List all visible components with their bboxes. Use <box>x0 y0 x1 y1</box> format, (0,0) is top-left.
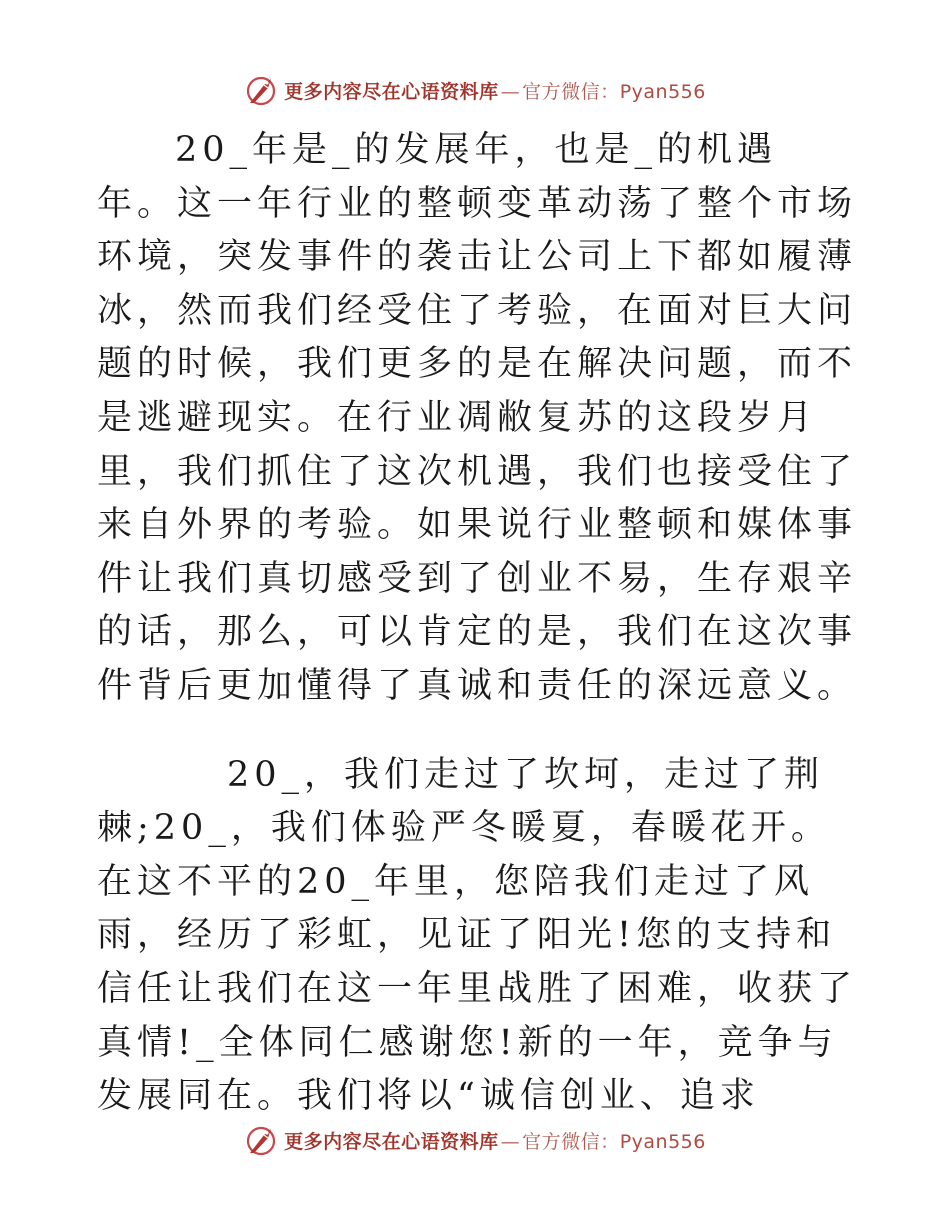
pen-nib-logo-icon <box>244 73 278 107</box>
header-banner <box>0 70 950 110</box>
banner-text <box>284 1127 706 1154</box>
banner-text <box>284 77 706 104</box>
paragraph-1: 20_年是_的发展年，也是_的机遇年。这一年行业的整顿变革动荡了整个市场环境，突发事件的袭击让公司上下都如履薄冰，然而我们经受住了考验，在面对巨大问题的时候，我们更多的是在解决问题，而不是逃避现实。在行业凋敝复苏的这段岁月里，我们抓住了这次机遇，我们也接受住了来自外界的考验。如果说行业整顿和媒体事件让我们真切感受到了创业不易，生存艰辛的话，那么，可以肯定的是，我们在这次事件背后更加懂得了真诚和责任的深远意义。 <box>97 130 858 706</box>
banner-site-text: 更多内容尽在心语资料库 <box>284 80 499 103</box>
banner-site-text: 更多内容尽在心语资料库 <box>284 1130 499 1153</box>
banner-wechat-label: 官方微信： <box>522 1130 620 1153</box>
banner-wechat-id: Pyan556 <box>619 1130 706 1153</box>
pen-nib-logo-icon <box>244 1123 278 1157</box>
banner-wechat-label: 官方微信： <box>522 80 620 103</box>
banner-separator: — <box>500 80 521 103</box>
paragraph-2: 20_，我们走过了坎坷，走过了荆棘;20_，我们体验严冬暖夏，春暖花开。在这不平的20_年里，您陪我们走过了风雨，经历了彩虹，见证了阳光!您的支持和信任让我们在这一年里战胜了困难，收获了真情!_全体同仁感谢您!新的一年，竞争与发展同在。我们将以“诚信创业、追求 <box>97 754 858 1117</box>
banner-separator: — <box>500 1130 521 1153</box>
footer-banner <box>0 1120 950 1160</box>
banner-wechat-id: Pyan556 <box>619 80 706 103</box>
document-body <box>97 124 857 1124</box>
